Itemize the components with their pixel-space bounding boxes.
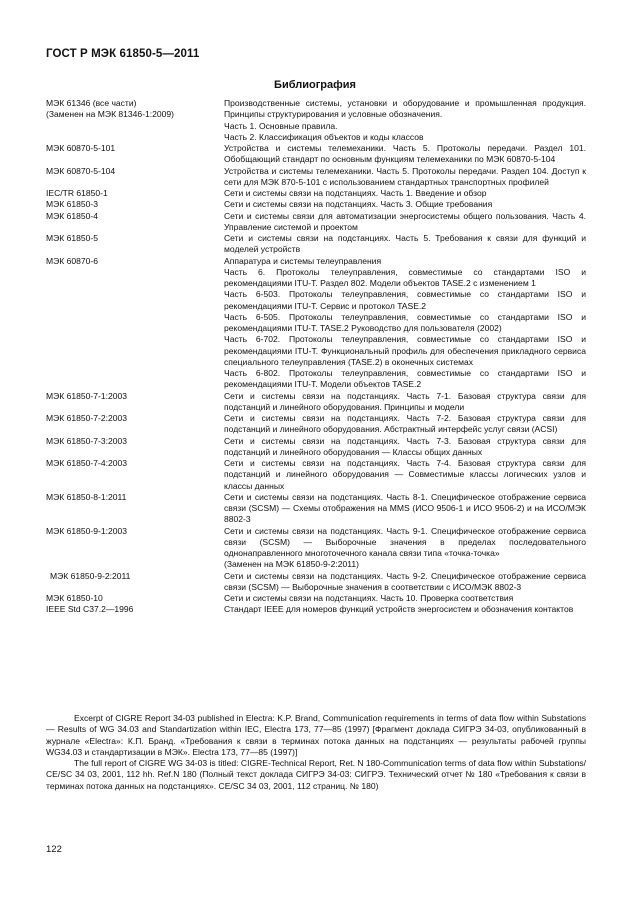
standard-title xyxy=(224,211,586,234)
standard-id xyxy=(46,593,224,604)
standard-id xyxy=(46,188,224,199)
standard-id xyxy=(46,233,224,256)
bibliography-table xyxy=(46,98,586,616)
standard-id-line: МЭК 61346 (все части) xyxy=(46,98,137,108)
standard-title-line: Аппаратура и системы телеуправления xyxy=(224,255,382,266)
standard-title xyxy=(224,233,586,256)
bibliography-entry xyxy=(46,211,586,234)
standard-id-line: МЭК 60870-6 xyxy=(46,255,98,266)
note-paragraph: The full report of CIGRE WG 34-03 is titled: CIGRE-Technical Report, Ret. N 180-Communication terms of data flow within Substations/ CE/SC 34 03, 2001, 112 hh. Ref.N 180 (Полный текст доклада СИГРЭ 34-03: СИГРЭ. Технический отчет № 180 «Требования к связи в терминах потока данных на подстанциях». CE/SC 34 03, 2001, 112 страниц. № 180) xyxy=(46,758,586,791)
standard-title-line: Часть 6-505. Протоколы телеуправления, совместимые со стандартами ISO и рекомендациями ITU-T. TASE.2 Руководство для пользователя (2002) xyxy=(224,311,586,333)
standard-title-line: Часть 6-702. Протоколы телеуправления, совместимые со стандартами ISO и рекомендациями ITU-T. Функциональный профиль для обеспечения прикладного сервиса специального телеуправления (TASE.2) в оконечных системах xyxy=(224,334,586,367)
standard-title-line: Сети и системы связи на подстанциях. Часть 9-2. Специфическое отображение сервиса связи (SCSM) — Выборочные значения в соответствии с ИСО/МЭК 8802-3 xyxy=(224,570,586,592)
standard-id xyxy=(46,458,224,492)
standard-title-line: Устройства и системы телемеханики. Часть 5. Протоколы передачи. Раздел 101. Обобщающий стандарт по основным функциям телемеханики по МЭК 60870-5-104 xyxy=(224,143,586,165)
standard-title xyxy=(224,413,586,436)
standard-title-line: Сети и системы связи на подстанциях. Часть 3. Общие требования xyxy=(224,199,493,210)
standard-id xyxy=(46,436,224,459)
standard-id xyxy=(46,604,224,615)
standard-title-line: Сети и системы связи на подстанциях. Часть 9-1. Специфическое отображение сервиса связи (SCSM) — Выборочные значения в пределах последовательного однонаправленного многоточечного канала связи типа «точка-точка» xyxy=(224,525,586,558)
standard-title-line: Часть 2. Классификация объектов и коды классов xyxy=(224,131,424,142)
standard-title xyxy=(224,526,586,571)
standard-title-line: Часть 6-503. Протоколы телеуправления, совместимые со стандартами ISO и рекомендациями ITU-T. Сервис и протокол TASE.2 xyxy=(224,289,586,311)
standard-title xyxy=(224,604,586,615)
standard-title-line: Производственные системы, установки и оборудование и промышленная продукция. Принципы структурирования и условные обозначения. xyxy=(224,98,586,120)
standard-id-line: МЭК 60870-5-101 xyxy=(46,143,116,153)
standard-title-line: Сети и системы связи на подстанциях. Часть 1. Введение и обзор xyxy=(224,188,487,198)
standard-id xyxy=(46,98,224,143)
standard-id-line: IEC/TR 61850-1 xyxy=(46,188,108,198)
standard-title-line: Стандарт IEEE для номеров функций устройств энергосистем и обозначения контактов xyxy=(224,604,574,615)
standard-title xyxy=(224,256,586,391)
standard-title-line: Сети и системы связи на подстанциях. Часть 7-2. Базовая структура связи для подстанций и линейного оборудования. Абстрактный интерфейс услуг связи (ACSI) xyxy=(224,413,586,435)
standard-title xyxy=(224,458,586,492)
standard-id-line: МЭК 61850-10 xyxy=(46,593,103,603)
bibliography-entry xyxy=(46,391,586,414)
bibliography-entry xyxy=(46,199,586,210)
document-header: ГОСТ Р МЭК 61850-5—2011 xyxy=(46,48,200,60)
standard-id-line: (Заменен на МЭК 81346-1:2009) xyxy=(46,109,175,120)
standard-id-line: МЭК 61850-9-2:2011 xyxy=(50,570,131,581)
standard-id-line: МЭК 61850-9-1:2003 xyxy=(46,525,127,536)
standard-id-line: МЭК 61850-5 xyxy=(46,233,98,243)
standard-title xyxy=(224,492,586,526)
bibliography-entry xyxy=(46,143,586,166)
standard-id xyxy=(46,526,224,571)
bibliography-entry xyxy=(46,593,586,604)
standard-title xyxy=(224,199,586,210)
bibliography-entry xyxy=(46,436,586,459)
standard-title xyxy=(224,143,586,166)
standard-title xyxy=(224,593,586,604)
bibliography-entry xyxy=(46,413,586,436)
standard-id xyxy=(46,143,224,166)
standard-title xyxy=(224,571,586,594)
bibliography-entry xyxy=(46,98,586,143)
standard-id-line: МЭК 61850-7-4:2003 xyxy=(46,458,127,468)
standard-title-line: Сети и системы связи на подстанциях. Часть 7-3. Базовая структура связи для подстанций и линейного оборудования — Классы общих данных xyxy=(224,435,586,457)
standard-id xyxy=(46,211,224,234)
notes-section xyxy=(46,713,586,792)
standard-id-line: МЭК 61850-3 xyxy=(46,199,98,210)
bibliography-entry xyxy=(46,492,586,526)
standard-title-line: Часть 6. Протоколы телеуправления, совместимые со стандартами ISO и рекомендациями ITU-T. Раздел 802. Модели объектов TASE.2 с изменением 1 xyxy=(224,266,586,288)
standard-title-line: Устройства и системы телемеханики. Часть 5. Протоколы передачи. Раздел 104. Доступ к сети для МЭК 870-5-101 с использованием стандартных транспортных профилей xyxy=(224,165,586,187)
standard-title-line: Сети и системы связи на подстанциях. Часть 7-4. Базовая структура связи для подстанций и линейного оборудования — Совместимые классы логических узлов и классы данных xyxy=(224,458,586,491)
standard-title-line: Сети и системы связи на подстанциях. Часть 5. Требования к связи для функций и моделей устройств xyxy=(224,233,586,255)
page-number: 122 xyxy=(46,844,62,855)
bibliography-entry xyxy=(46,256,586,391)
standard-id xyxy=(46,166,224,189)
bibliography-entry xyxy=(46,188,586,199)
bibliography-entry xyxy=(46,458,586,492)
bibliography-entry xyxy=(46,571,586,594)
standard-title-line: Сети и системы связи для автоматизации энергосистемы общего пользования. Часть 4. Управление системой и проектом xyxy=(224,210,586,232)
bibliography-title: Библиография xyxy=(274,79,356,91)
bibliography-entry xyxy=(46,526,586,571)
bibliography-entry xyxy=(46,604,586,615)
standard-title-line: Сети и системы связи на подстанциях. Часть 7-1. Базовая структура связи для подстанций и линейного оборудования. Принципы и модели xyxy=(224,390,586,412)
standard-id-line: МЭК 61850-7-2:2003 xyxy=(46,413,127,423)
standard-id xyxy=(46,413,224,436)
standard-id xyxy=(46,199,224,210)
standard-id-line: МЭК 61850-7-3:2003 xyxy=(46,435,127,446)
bibliography-entry xyxy=(46,166,586,189)
standard-id-line: МЭК 60870-5-104 xyxy=(46,165,116,176)
standard-id-line: МЭК 61850-4 xyxy=(46,210,98,221)
standard-id xyxy=(46,391,224,414)
standard-id-line: IEEE Std C37.2—1996 xyxy=(46,604,134,615)
standard-title xyxy=(224,98,586,143)
standard-id xyxy=(46,492,224,526)
standard-id-line: МЭК 61850-7-1:2003 xyxy=(46,390,127,401)
standard-title xyxy=(224,166,586,189)
note-paragraph: Excerpt of CIGRE Report 34-03 published in Electra: K.P. Brand, Communication requirements in terms of data flow within Substations — Results of WG 34.03 and Standartization within IEC, Electra 173, 77—85 (1997) [Фрагмент доклада СИГРЭ 34-03, опубликованный в журнале «Electra»: К.П. Бранд. «Требования к связи в терминах потока данных на подстанциях — результаты рабочей группы WG34.03 и стандартизации в МЭК». Electra 173, 77—85 (1997)] xyxy=(46,713,586,757)
standard-title-line: Часть 1. Основные правила. xyxy=(224,120,338,131)
standard-id-line: МЭК 61850-8-1:2011 xyxy=(46,491,127,502)
standard-title-line: Часть 6-802. Протоколы телеуправления, совместимые со стандартами ISO и рекомендациями ITU-T. Модели объектов TASE.2 xyxy=(224,368,586,390)
standard-title-line: Сети и системы связи на подстанциях. Часть 10. Проверка соответствия xyxy=(224,593,514,603)
standard-id xyxy=(46,256,224,391)
standard-id xyxy=(46,571,224,594)
bibliography-entry xyxy=(46,233,586,256)
standard-title xyxy=(224,391,586,414)
standard-title xyxy=(224,436,586,459)
standard-title-line: (Заменен на МЭК 61850-9-2:2011) xyxy=(224,559,359,570)
standard-title xyxy=(224,188,586,199)
standard-title-line: Сети и системы связи на подстанциях. Часть 8-1. Специфическое отображение сервиса связи (SCSM) — Схемы отображения на MMS (ИСО 9506-1 и ИСО 9506-2) и на ИСО/МЭК 8802-3 xyxy=(224,491,586,525)
